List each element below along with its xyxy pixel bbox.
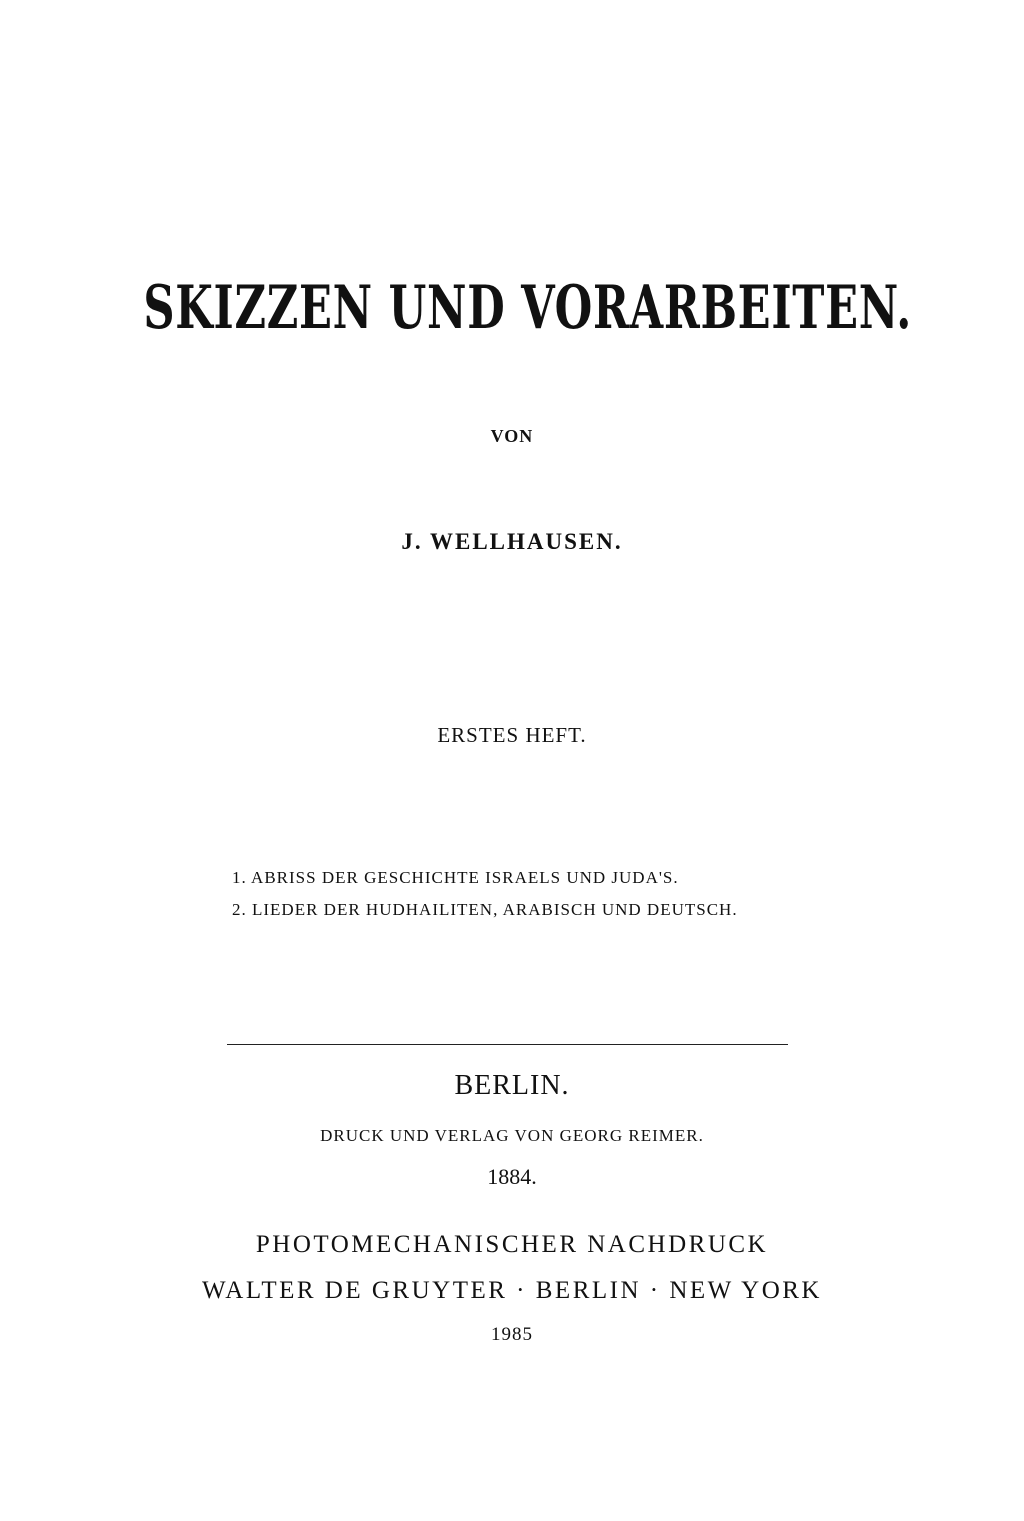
part-label: ERSTES HEFT.: [437, 723, 587, 747]
reprint-note: PHOTOMECHANISCHER NACHDRUCK: [255, 1231, 769, 1258]
by-label: VON: [490, 426, 534, 446]
book-title: SKIZZEN UND VORARBEITEN.: [143, 273, 912, 343]
imprint-city: BERLIN.: [454, 1070, 570, 1101]
reprint-year: 1985: [491, 1324, 533, 1345]
author-name: J. WELLHAUSEN.: [401, 529, 623, 554]
contents-item: 2. LIEDER DER HUDHAILITEN, ARABISCH UND DEUTSCH.: [232, 900, 738, 919]
imprint-year: 1884.: [487, 1164, 537, 1189]
contents-item: 1. ABRISS DER GESCHICHTE ISRAELS UND JUDA'S.: [232, 868, 679, 887]
imprint-publisher: DRUCK UND VERLAG VON GEORG REIMER.: [320, 1126, 704, 1145]
contents-list: [232, 862, 738, 926]
horizontal-rule: [227, 1044, 788, 1045]
reprint-publisher: WALTER DE GRUYTER · BERLIN · NEW YORK: [201, 1277, 822, 1304]
